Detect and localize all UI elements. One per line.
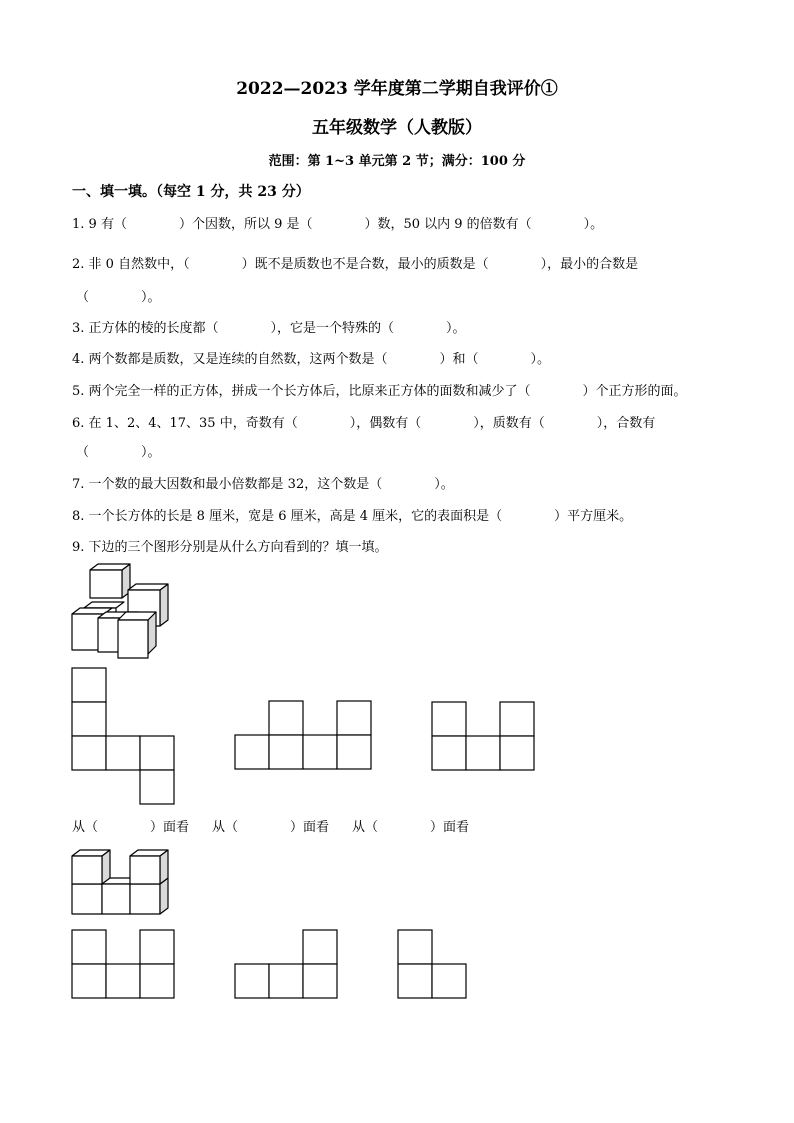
view-shape-d [72, 930, 178, 1002]
question-6-cont: （ ）。 [76, 445, 161, 460]
question-3: 3. 正方体的棱的长度都（ ），它是一个特殊的（ ）。 [72, 321, 466, 336]
page-title: 2022—2023 学年度第二学期自我评价① [236, 79, 558, 99]
question-1: 1. 9 有（ ）个因数，所以 9 是（ ）数，50 以内 9 的倍数有（ ）。 [72, 217, 604, 232]
question-5: 5. 两个完全一样的正方体，拼成一个长方体后，比原来正方体的面数和减少了（ ）个正方形的面。 [72, 384, 687, 399]
view-label-1: 从（ ）面看 [72, 820, 190, 835]
question-2: 2. 非 0 自然数中，（ ）既不是质数也不是合数，最小的质数是（ ），最小的合数是 [72, 257, 639, 272]
question-9: 9. 下边的三个图形分别是从什么方向看到的？填一填。 [72, 540, 388, 555]
exam-range: 范围：第 1~3 单元第 2 节；满分：100 分 [268, 154, 526, 169]
question-7: 7. 一个数的最大因数和最小倍数都是 32，这个数是（ ）。 [72, 477, 454, 492]
view-shape-c [432, 702, 538, 774]
view-label-3: 从（ ）面看 [352, 820, 470, 835]
question-2-cont: （ ）。 [76, 290, 161, 305]
question-4: 4. 两个数都是质数，又是连续的自然数，这两个数是（ ）和（ ）。 [72, 352, 551, 367]
cube-figure-2 [70, 846, 180, 918]
cube-figure-1 [70, 562, 180, 662]
question-8: 8. 一个长方体的长是 8 厘米，宽是 6 厘米，高是 4 厘米，它的表面积是（ ）平方厘米。 [72, 509, 633, 524]
view-shape-e [235, 930, 341, 1002]
view-shape-b [235, 701, 375, 773]
view-shape-a [72, 668, 176, 806]
question-6: 6. 在 1、2、4、17、35 中，奇数有（ ），偶数有（ ），质数有（ ），合数有 [72, 416, 656, 431]
page-subtitle: 五年级数学（人教版） [312, 118, 482, 138]
section-heading: 一、填一填。（每空 1 分，共 23 分） [72, 184, 310, 200]
view-label-2: 从（ ）面看 [212, 820, 330, 835]
view-shape-f [398, 930, 470, 1002]
